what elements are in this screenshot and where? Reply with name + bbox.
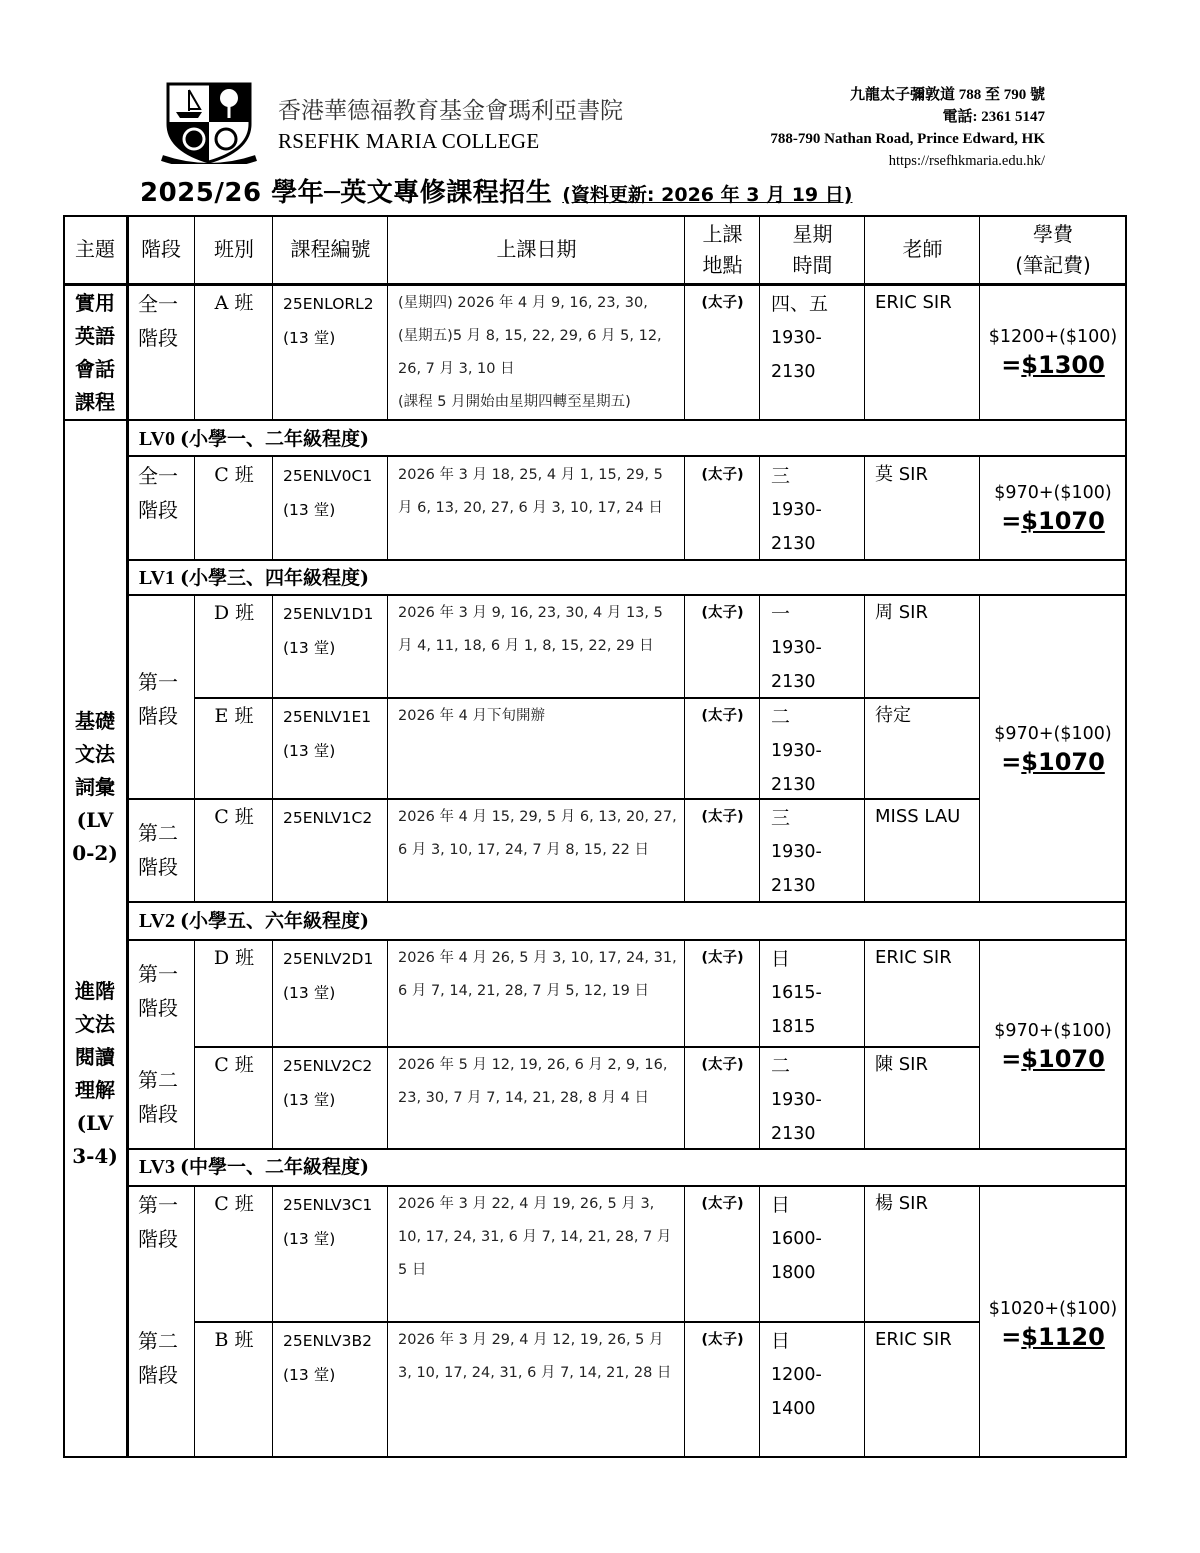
course-code: 25ENLV3B2 — [283, 1332, 373, 1350]
level-name: LV2 — [139, 910, 175, 932]
level-header-lv2 — [129, 903, 369, 939]
weekday: 三 — [771, 465, 791, 487]
schedule-lv0c1 — [760, 459, 822, 561]
fee-base: $970+($100) — [994, 724, 1112, 744]
stage-line: 階段 — [138, 1227, 178, 1251]
class-lv2d1: D 班 — [213, 947, 255, 969]
location-lv0c1: (太子) — [701, 467, 744, 483]
weekday: 一 — [771, 603, 791, 625]
schedule-lv1c2 — [760, 801, 822, 903]
time-start: 1600- — [771, 1229, 822, 1249]
lesson-count: (13 堂) — [283, 329, 336, 347]
date-line: 2026 年 3 月 22, 4 月 19, 26, 5 月 3, — [398, 1196, 655, 1212]
date-line: 6 月 3, 10, 17, 24, 7 月 8, 15, 22 日 — [398, 842, 650, 858]
dates-lv1d1 — [388, 597, 669, 663]
weekday: 日 — [771, 1330, 791, 1352]
code-lv2c2 — [273, 1049, 372, 1117]
class-lv1c2: C 班 — [214, 806, 254, 828]
topic-conversation — [63, 287, 127, 419]
date-line: 2026 年 4 月 15, 29, 5 月 6, 13, 20, 27, — [398, 809, 677, 825]
schedule-lv1d1 — [760, 597, 822, 699]
date-line: (課程 5 月開始由星期四轉至星期五) — [398, 394, 631, 410]
location-lv1e1: (太子) — [701, 708, 744, 724]
course-code: 25ENLV1D1 — [283, 605, 374, 623]
fee-total — [980, 349, 1126, 381]
address-en: 788-790 Nathan Road, Prince Edward, HK — [770, 131, 1045, 147]
stage-orl — [127, 287, 178, 355]
time-end: 1400 — [771, 1399, 816, 1419]
header-weekday — [760, 215, 865, 284]
topic-line: 實用 — [75, 291, 115, 315]
course-code: 25ENLORL2 — [283, 295, 374, 313]
lesson-count: (13 堂) — [283, 501, 336, 519]
topic-line: 進階 — [75, 979, 115, 1003]
stage-line: 階段 — [138, 855, 178, 879]
header-fee — [980, 215, 1126, 284]
fee-total — [980, 746, 1126, 778]
teacher-lv3b2: ERIC SIR — [875, 1329, 952, 1350]
location-lv3c1: (太子) — [701, 1196, 744, 1212]
fee-total-prefix: = — [1001, 1045, 1022, 1073]
level-header-lv1 — [129, 560, 369, 596]
code-lv3b2 — [273, 1324, 372, 1392]
fee-base: $970+($100) — [994, 1021, 1112, 1041]
school-name — [278, 96, 623, 156]
time-start: 1200- — [771, 1365, 822, 1385]
code-orl — [273, 287, 374, 355]
lesson-count: (13 堂) — [283, 1366, 336, 1384]
fee-lv0 — [980, 481, 1126, 537]
dates-lv3b2 — [388, 1324, 677, 1390]
teacher-lv2d1: ERIC SIR — [875, 947, 952, 968]
time-start: 1930- — [771, 842, 822, 862]
class-lv3c1: C 班 — [214, 1193, 254, 1215]
stage-line: 第一 — [138, 962, 178, 986]
weekday: 日 — [771, 948, 791, 970]
fee-lv3 — [980, 1297, 1126, 1353]
topic-advanced — [63, 975, 127, 1173]
topic-line: 會話 — [75, 357, 115, 381]
class-lv1e1: E 班 — [214, 705, 254, 727]
topic-line: 理解 — [75, 1078, 115, 1102]
course-table — [63, 215, 1127, 1458]
time-end: 2130 — [771, 1124, 816, 1144]
header-location — [685, 215, 760, 284]
fee-lv1 — [980, 722, 1126, 778]
location-lv3b2: (太子) — [701, 1332, 744, 1348]
level-header-lv3 — [129, 1149, 369, 1185]
header-fee-line2: (筆記費) — [1015, 252, 1091, 277]
time-end: 2130 — [771, 672, 816, 692]
fee-total-amount: $1070 — [1021, 748, 1105, 776]
topic-line: (LV — [76, 1111, 114, 1135]
fee-total — [980, 505, 1126, 537]
stage-line: 階段 — [138, 326, 178, 350]
time-start: 1930- — [771, 500, 822, 520]
code-lv0c1 — [273, 459, 372, 527]
schedule-orl — [760, 287, 828, 389]
fee-total-prefix: = — [1001, 351, 1022, 379]
time-start: 1930- — [771, 638, 822, 658]
stage-lv1c2 — [127, 816, 178, 884]
stage-line: 階段 — [138, 1102, 178, 1126]
header-dates: 上課日期 — [496, 237, 577, 261]
date-line: 月 6, 13, 20, 27, 6 月 3, 10, 17, 24 日 — [398, 500, 663, 516]
stage-line: 第二 — [138, 1068, 178, 1092]
code-lv2d1 — [273, 942, 373, 1010]
dates-orl — [388, 287, 668, 419]
course-code: 25ENLV3C1 — [283, 1196, 373, 1214]
schedule-lv2c2 — [760, 1049, 822, 1151]
stage-line: 階段 — [138, 704, 178, 728]
teacher-orl: ERIC SIR — [875, 292, 952, 313]
weekday: 三 — [771, 807, 791, 829]
date-line: (星期五)5 月 8, 15, 22, 29, 6 月 5, 12, — [398, 328, 662, 344]
date-line: 2026 年 3 月 9, 16, 23, 30, 4 月 13, 5 — [398, 605, 663, 621]
course-code: 25ENLV2D1 — [283, 950, 374, 968]
topic-line: 基礎 — [75, 709, 115, 733]
header-stage: 階段 — [141, 237, 181, 261]
stage-line: 第一 — [138, 1193, 178, 1217]
course-code: 25ENLV1E1 — [283, 708, 372, 726]
teacher-lv1c2: MISS LAU — [875, 806, 961, 827]
class-lv2c2: C 班 — [214, 1054, 254, 1076]
header-location-line1: 上課 — [702, 221, 743, 246]
time-start: 1930- — [771, 328, 822, 348]
time-start: 1930- — [771, 1090, 822, 1110]
date-line: 2026 年 4 月下旬開辦 — [398, 708, 545, 724]
class-orl: A 班 — [214, 292, 254, 314]
date-line: 月 4, 11, 18, 6 月 1, 8, 15, 22, 29 日 — [398, 638, 654, 654]
date-line: 2026 年 3 月 29, 4 月 12, 19, 26, 5 月 — [398, 1332, 664, 1348]
location-lv1d1: (太子) — [701, 605, 744, 621]
teacher-lv3c1: 楊 SIR — [875, 1193, 928, 1214]
fee-base: $1200+($100) — [988, 327, 1118, 347]
header-weekday-line1: 星期 — [792, 221, 833, 246]
weekday: 四、五 — [771, 293, 829, 315]
code-lv1d1 — [273, 597, 373, 665]
course-code: 25ENLV2C2 — [283, 1057, 373, 1075]
teacher-lv0c1: 莫 SIR — [875, 464, 928, 485]
stage-line: 階段 — [138, 1363, 178, 1387]
dates-lv2c2 — [388, 1049, 673, 1115]
weekday: 二 — [771, 706, 791, 728]
stage-lv3c1 — [127, 1188, 178, 1256]
stage-line: 階段 — [138, 498, 178, 522]
class-lv1d1: D 班 — [213, 602, 255, 624]
lesson-count: (13 堂) — [283, 984, 336, 1002]
date-line: (星期四) 2026 年 4 月 9, 16, 23, 30, — [398, 295, 648, 311]
class-lv0c1: C 班 — [214, 464, 254, 486]
fee-total-amount: $1120 — [1021, 1323, 1105, 1351]
schedule-lv3c1 — [760, 1188, 822, 1290]
teacher-lv1d1: 周 SIR — [875, 602, 928, 623]
teacher-lv1e1: 待定 — [875, 705, 911, 726]
header-code: 課程編號 — [290, 237, 371, 261]
lesson-count: (13 堂) — [283, 639, 336, 657]
stage-line: 第二 — [138, 821, 178, 845]
schedule-lv1e1 — [760, 700, 822, 802]
fee-orl — [980, 325, 1126, 381]
level-name: LV0 — [139, 428, 175, 450]
date-line: 2026 年 3 月 18, 25, 4 月 1, 15, 29, 5 — [398, 467, 663, 483]
topic-line: 詞彙 — [75, 775, 115, 799]
schedule-lv2d1 — [760, 942, 822, 1044]
stage-lv2c2 — [127, 1063, 178, 1131]
school-name-en: RSEFHK MARIA COLLEGE — [278, 129, 540, 153]
dates-lv1e1 — [388, 700, 551, 733]
schedule-lv3b2 — [760, 1324, 822, 1426]
title-main: 2025/26 學年─英文專修課程招生 — [140, 178, 553, 208]
topic-line: 課程 — [75, 390, 115, 414]
level-name: LV3 — [139, 1156, 175, 1178]
fee-total-amount: $1070 — [1021, 507, 1105, 535]
weekday: 日 — [771, 1194, 791, 1216]
location-orl: (太子) — [701, 295, 744, 311]
code-lv1c2 — [273, 801, 372, 835]
dates-lv1c2 — [388, 801, 683, 867]
fee-total — [980, 1043, 1126, 1075]
dates-lv2d1 — [388, 942, 683, 1008]
stage-line: 階段 — [138, 996, 178, 1020]
date-line: 10, 17, 24, 31, 6 月 7, 14, 21, 28, 7 月 — [398, 1229, 672, 1245]
address-zh: 九龍太子彌敦道 788 至 790 號 — [849, 87, 1045, 103]
location-lv2c2: (太子) — [701, 1057, 744, 1073]
time-end: 1815 — [771, 1017, 816, 1037]
date-line: 2026 年 5 月 12, 19, 26, 6 月 2, 9, 16, — [398, 1057, 668, 1073]
topic-basic — [63, 705, 127, 870]
stage-line: 全一 — [138, 292, 178, 316]
class-lv3b2: B 班 — [214, 1329, 254, 1351]
topic-line: (LV — [76, 808, 114, 832]
header-class: 班別 — [214, 237, 254, 261]
stage-line: 第二 — [138, 1329, 178, 1353]
date-line: 26, 7 月 3, 10 日 — [398, 361, 515, 377]
time-start: 1930- — [771, 741, 822, 761]
time-end: 2130 — [771, 362, 816, 382]
school-crest-logo — [160, 78, 258, 164]
level-desc: (小學一、二年級程度) — [179, 428, 369, 450]
fee-base: $1020+($100) — [988, 1299, 1118, 1319]
date-line: 2026 年 4 月 26, 5 月 3, 10, 17, 24, 31, — [398, 950, 677, 966]
lesson-count: (13 堂) — [283, 1230, 336, 1248]
topic-line: 閱讀 — [75, 1045, 115, 1069]
stage-lv1-first — [127, 665, 178, 733]
time-end: 2130 — [771, 775, 816, 795]
header-location-line2: 地點 — [702, 252, 743, 277]
level-desc: (小學五、六年級程度) — [179, 910, 369, 932]
header-topic: 主題 — [75, 237, 115, 261]
level-desc: (小學三、四年級程度) — [179, 567, 369, 589]
fee-lv2 — [980, 1019, 1126, 1075]
time-start: 1615- — [771, 983, 822, 1003]
update-date: (資料更新: 2026 年 3 月 19 日) — [562, 184, 853, 206]
fee-total — [980, 1321, 1126, 1353]
course-code: 25ENLV1C2 — [283, 809, 373, 827]
fee-total-prefix: = — [1001, 1323, 1022, 1351]
header-fee-line1: 學費 — [1033, 221, 1073, 246]
level-header-lv0 — [129, 421, 369, 457]
topic-line: 文法 — [75, 742, 115, 766]
header-teacher: 老師 — [902, 237, 943, 261]
code-lv3c1 — [273, 1188, 372, 1256]
time-end: 1800 — [771, 1263, 816, 1283]
contact-block — [770, 84, 1045, 172]
course-code: 25ENLV0C1 — [283, 467, 373, 485]
code-lv1e1 — [273, 700, 371, 768]
teacher-lv2c2: 陳 SIR — [875, 1054, 928, 1075]
stage-lv2d1 — [127, 957, 178, 1025]
level-desc: (中學一、二年級程度) — [179, 1156, 369, 1178]
dates-lv0c1 — [388, 459, 669, 525]
date-line: 3, 10, 17, 24, 31, 6 月 7, 14, 21, 28 日 — [398, 1365, 672, 1381]
phone-number: 電話: 2361 5147 — [942, 109, 1045, 125]
header-weekday-line2: 時間 — [792, 252, 833, 277]
stage-line: 第一 — [138, 670, 178, 694]
school-name-zh: 香港華德福教育基金會瑪利亞書院 — [278, 98, 623, 124]
stage-line: 全一 — [138, 464, 178, 488]
website-link[interactable]: https://rsefhkmaria.edu.hk/ — [888, 153, 1045, 169]
page-title — [140, 172, 1040, 209]
topic-line: 0-2) — [72, 841, 118, 865]
weekday: 二 — [771, 1055, 791, 1077]
topic-line: 文法 — [75, 1012, 115, 1036]
fee-total-prefix: = — [1001, 748, 1022, 776]
lesson-count: (13 堂) — [283, 1091, 336, 1109]
location-lv1c2: (太子) — [701, 809, 744, 825]
stage-lv0c1 — [127, 459, 178, 527]
date-line: 23, 30, 7 月 7, 14, 21, 28, 8 月 4 日 — [398, 1090, 650, 1106]
lesson-count: (13 堂) — [283, 742, 336, 760]
topic-line: 英語 — [75, 324, 115, 348]
stage-lv3b2 — [127, 1324, 178, 1392]
time-end: 2130 — [771, 876, 816, 896]
topic-line: 3-4) — [72, 1144, 118, 1168]
fee-total-prefix: = — [1001, 507, 1022, 535]
fee-base: $970+($100) — [994, 483, 1112, 503]
fee-total-amount: $1300 — [1021, 351, 1105, 379]
time-end: 2130 — [771, 534, 816, 554]
date-line: 6 月 7, 14, 21, 28, 7 月 5, 12, 19 日 — [398, 983, 650, 999]
fee-total-amount: $1070 — [1021, 1045, 1105, 1073]
level-name: LV1 — [139, 567, 175, 589]
dates-lv3c1 — [388, 1188, 677, 1287]
date-line: 5 日 — [398, 1262, 427, 1278]
location-lv2d1: (太子) — [701, 950, 744, 966]
